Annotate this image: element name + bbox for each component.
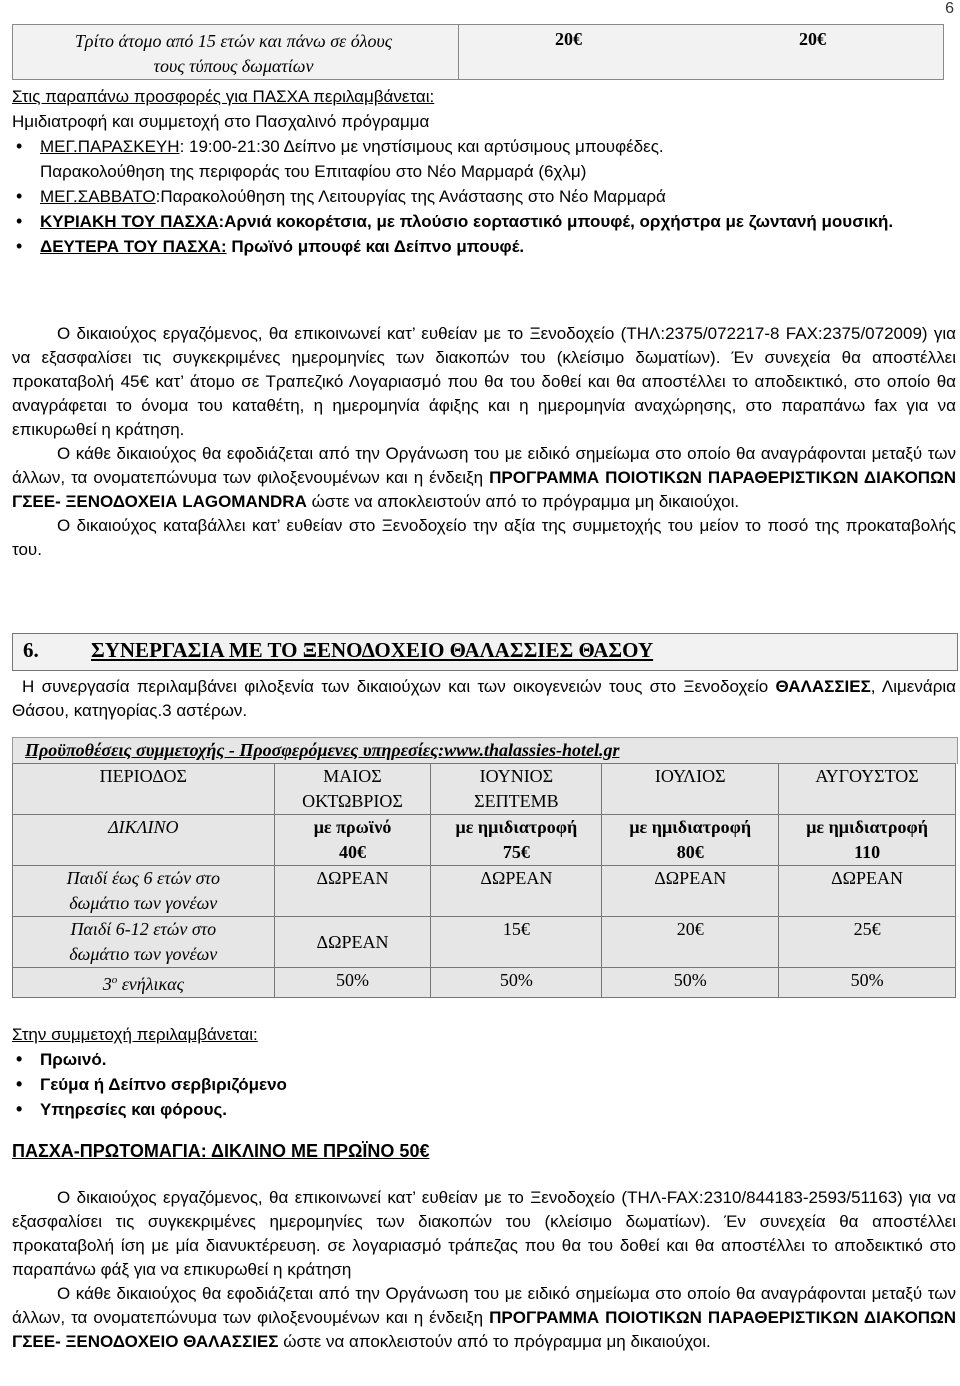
pascha-program-list xyxy=(12,134,956,259)
includes-heading: Στην συμμετοχή περιλαμβάνεται: xyxy=(12,1025,258,1044)
table-row xyxy=(13,866,956,917)
page-number: 6 xyxy=(945,0,954,17)
paragraph-booking: Ο δικαιούχος εργαζόμενος, θα επικοινωνεί κατ’ ευθείαν με το Ξενοδοχείο (ΤΗΛ-FAX:2310/844183-2593/51163) για να εξασφαλίσει τις συγκεκριμένες ημερομηνίες των διακοπών του (κλείσιμο δωματίων). Έν συνεχεία θα αποστέλλει προκαταβολή ίση με μία διανυκτέρευση. σε λογαριασμό τράπεζας που θα του δοθεί και θα αποστέλλει το αποδεικτικό στο παραπάνω φάξ για να επικυρωθεί η κράτηση xyxy=(12,1188,956,1279)
section-6-intro: Η συνεργασία περιλαμβάνει φιλοξενία των δικαιούχων και των οικογενειών τους στο Ξενοδοχείο ΘΑΛΑΣΣΙΕΣ, Λιμενάρια Θάσου, κατηγορίας.3 αστέρων. xyxy=(12,677,956,720)
table-cell: 50% xyxy=(274,968,431,998)
list-item: • ΔΕΥΤΕΡΑ ΤΟΥ ΠΑΣΧΑ: Πρωϊνό μπουφέ και Δείπνο μπουφέ. xyxy=(12,234,956,259)
table-cell: με ημιδιατροφή 80€ xyxy=(602,815,779,866)
paragraph-payment: Ο δικαιούχος καταβάλλει κατ’ ευθείαν στο Ξενοδοχείο την αξία της συμμετοχής του μείον το ποσό της προκαταβολής του. xyxy=(12,516,956,559)
column-divider xyxy=(458,25,459,79)
table-row xyxy=(13,815,956,866)
list-item: • ΚΥΡΙΑΚΗ ΤΟΥ ΠΑΣΧΑ:Αρνιά κοκορέτσια, με πλούσιο εορταστικό μπουφέ, ορχήστρα με ζωντανή μουσική. xyxy=(12,209,956,234)
table-cell: με πρωϊνό 40€ xyxy=(274,815,431,866)
table-cell: ΔΩΡΕΑΝ xyxy=(431,866,602,917)
table-cell: 20€ xyxy=(602,917,779,968)
third-person-label xyxy=(21,29,446,79)
table-cell: με ημιδιατροφή 75€ xyxy=(431,815,602,866)
row-label-third-adult: $3^o$ ενήλικας xyxy=(13,968,275,998)
table-cell: 15€ xyxy=(431,917,602,968)
paragraph-voucher: Ο κάθε δικαιούχος θα εφοδιάζεται από την Οργάνωση του με ειδικό σημείωμα στο οποίο θα αναγράφονται μεταξύ των άλλων, τα ονοματεπώνυμα των φιλοξενουμένων και η ένδειξη ΠΡΟΓΡΑΜΜΑ ΠΟΙΟΤΙΚΩΝ ΠΑΡΑΘΕΡΙΣΤΙΚΩΝ ΔΙΑΚΟΠΩΝ ΓΣΕΕ- ΞΕΝΟΔΟΧΕΙΟ ΘΑΛΑΣΣΙΕΣ ώστε να αποκλειστούν από το πρόγραμμα μη δικαιούχοι. xyxy=(12,1284,956,1351)
list-item: • ΜΕΓ.ΣΑΒΒΑΤΟ:Παρακολούθηση της Λειτουργίας της Ανάστασης στο Νέο Μαρμαρά xyxy=(12,184,956,209)
row-label-child-6: Παιδί έως 6 ετών στο δωμάτιο των γονέων xyxy=(13,866,275,917)
row-label-double: ΔΙΚΛΙΝΟ xyxy=(13,815,275,866)
third-person-price-2: 20€ xyxy=(799,29,826,49)
third-person-label-line2: τους τύπους δωματίων xyxy=(153,56,314,76)
pascha-offer-heading: ΠΑΣΧΑ-ΠΡΩΤΟΜΑΓΙΑ: ΔΙΚΛΙΝΟ ΜΕ ΠΡΩΪΝΟ 50€ xyxy=(12,1141,430,1161)
paragraph-booking: Ο δικαιούχος εργαζόμενος, θα επικοινωνεί κατ’ ευθείαν με το Ξενοδοχείο (ΤΗΛ:2375/072217-8 FAX:2375/072009) για να εξασφαλίσει τις συγκεκριμένες ημερομηνίες των διακοπών του (κλείσιμο δωματίων). Έν συνεχεία θα αποστέλλει προκαταβολή 45€ κατ’ άτομο σε Τραπεζικό Λογαριασμό που θα του δοθεί και θα αποστέλλει το αποδεικτικό, στο οποίο θα αναγράφεται το όνομα του καταθέτη, η ημερομηνία άφιξης και η ημερομηνία αναχώρησης, στο παραπάνω fax για να επικυρωθεί η κράτηση. xyxy=(12,324,956,439)
table-cell: 50% xyxy=(779,968,956,998)
list-item: • ΜΕΓ.ΠΑΡΑΣΚΕΥΗ: 19:00-21:30 Δείπνο με νηστίσιμους και αρτύσιμους μπουφέδες. Παρακολούθηση της περιφοράς του Επιταφίου στο Νέο Μαρμαρά (6χλμ) xyxy=(12,134,956,184)
pascha-offers-section xyxy=(12,84,956,259)
lagomandra-instructions xyxy=(12,322,956,562)
header-june-september: ΙΟΥΝΙΟΣ ΣΕΠΤΕΜΒ xyxy=(431,764,602,815)
row-label-child-6-12: Παιδί 6-12 ετών στο δωμάτιο των γονέων xyxy=(13,917,275,968)
table-cell: 50% xyxy=(602,968,779,998)
list-item: • Πρωινό. xyxy=(12,1047,956,1072)
table-row xyxy=(13,917,956,968)
table-cell: ΔΩΡΕΑΝ xyxy=(779,866,956,917)
conditions-heading: Προϋποθέσεις συμμετοχής - Προσφερόμενες υπηρεσίες:www.thalassies-hotel.gr xyxy=(25,740,620,760)
table-cell: με ημιδιατροφή 110 xyxy=(779,815,956,866)
section-6-heading xyxy=(12,633,958,671)
section-title: ΣΥΝΕΡΓΑΣΙΑ ΜΕ ΤΟ ΞΕΝΟΔΟΧΕΙΟ ΘΑΛΑΣΣΙΕΣ ΘΑΣΟΥ xyxy=(91,638,654,662)
table-row xyxy=(13,968,956,998)
table-cell: ΔΩΡΕΑΝ xyxy=(274,917,431,968)
paragraph-voucher: Ο κάθε δικαιούχος θα εφοδιάζεται από την Οργάνωση του με ειδικό σημείωμα στο οποίο θα αναγράφονται μεταξύ των άλλων, τα ονοματεπώνυμα των φιλοξενουμένων και η ένδειξη ΠΡΟΓΡΑΜΜΑ ΠΟΙΟΤΙΚΩΝ ΠΑΡΑΘΕΡΙΣΤΙΚΩΝ ΔΙΑΚΟΠΩΝ ΓΣΕΕ- ΞΕΝΟΔΟΧΕΙΑ LAGOMANDRA ώστε να αποκλειστούν από το πρόγραμμα μη δικαιούχοι. xyxy=(12,444,956,511)
table-cell: ΔΩΡΕΑΝ xyxy=(602,866,779,917)
third-person-label-line1: Τρίτο άτομο από 15 ετών και πάνω σε όλους xyxy=(74,31,393,51)
third-person-price-row xyxy=(12,24,944,80)
header-july: ΙΟΥΛΙΟΣ xyxy=(602,764,779,815)
header-august: ΑΥΓΟΥΣΤΟΣ xyxy=(779,764,956,815)
header-may-october: ΜΑΙΟΣ ΟΚΤΩΒΡΙΟΣ xyxy=(274,764,431,815)
table-row xyxy=(13,764,956,815)
thalassies-instructions xyxy=(12,1186,956,1354)
list-item: • Γεύμα ή Δείπνο σερβιριζόμενο xyxy=(12,1072,956,1097)
section-number: 6. xyxy=(23,638,39,662)
header-period: ΠΕΡΙΟΔΟΣ xyxy=(13,764,275,815)
list-item: • Υπηρεσίες και φόρους. xyxy=(12,1097,956,1122)
third-person-price-1: 20€ xyxy=(555,29,582,49)
table-cell: 50% xyxy=(431,968,602,998)
rates-table xyxy=(12,763,956,998)
includes-section xyxy=(12,1022,956,1122)
pascha-offers-heading: Στις παραπάνω προσφορές για ΠΑΣΧΑ περιλαμβάνεται: xyxy=(12,87,435,106)
table-cell: ΔΩΡΕΑΝ xyxy=(274,866,431,917)
conditions-bar xyxy=(12,737,958,764)
includes-list xyxy=(12,1047,956,1122)
table-cell: 25€ xyxy=(779,917,956,968)
pascha-offers-subheading: Ημιδιατροφή και συμμετοχή στο Πασχαλινό πρόγραμμα xyxy=(12,112,430,131)
